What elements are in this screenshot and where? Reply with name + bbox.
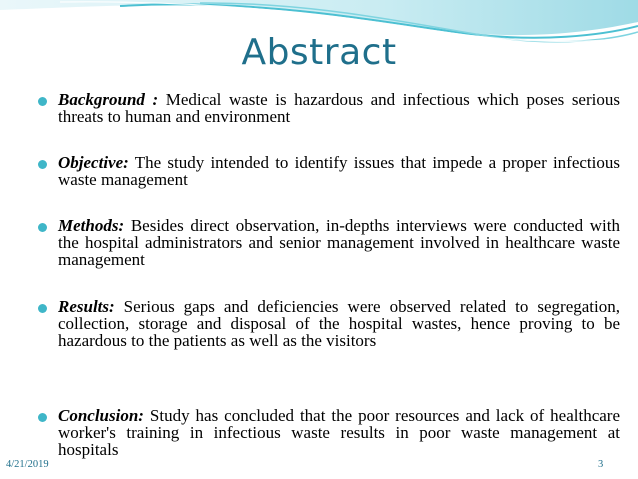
bullet-results (38, 298, 620, 349)
slide-title: Abstract (241, 32, 397, 73)
bullet-label: Methods: (58, 216, 125, 235)
bullet-paragraph (58, 154, 620, 188)
bullet-conclusion (38, 407, 620, 458)
bullet-label: Objective: (58, 153, 129, 172)
bullet-paragraph (58, 298, 620, 349)
bullet-label: Results: (58, 297, 115, 316)
slide-date: 4/21/2019 (6, 459, 49, 470)
bullet-text: Study has concluded that the poor resources and lack of healthcare worker's training in infectious waste results in poor waste management at hospitals (58, 406, 620, 459)
bullet-text: Besides direct observation, in-depths interviews were conducted with the hospital administrators and senior management involved in healthcare waste management (58, 216, 620, 269)
bullet-dot-icon (38, 413, 47, 422)
bullet-dot-icon (38, 97, 47, 106)
slide-page-number: 3 (598, 459, 604, 470)
bullet-label: Conclusion: (58, 406, 144, 425)
bullet-dot-icon (38, 223, 47, 232)
bullet-dot-icon (38, 160, 47, 169)
bullet-methods (38, 217, 620, 268)
bullet-paragraph (58, 407, 620, 458)
bullet-paragraph (58, 91, 620, 125)
bullet-text: Serious gaps and deficiencies were observed related to segregation, collection, storage and disposal of the hospital wastes, hence proving to be hazardous to the patients as well as the visitors (58, 297, 620, 350)
bullet-background (38, 91, 620, 125)
bullet-objective (38, 154, 620, 188)
bullet-text: Medical waste is hazardous and infectious which poses serious threats to human and environment (58, 90, 620, 126)
bullet-dot-icon (38, 304, 47, 313)
bullet-text: The study intended to identify issues that impede a proper infectious waste management (58, 153, 620, 189)
bullet-label: Background : (58, 90, 159, 109)
bullet-paragraph (58, 217, 620, 268)
